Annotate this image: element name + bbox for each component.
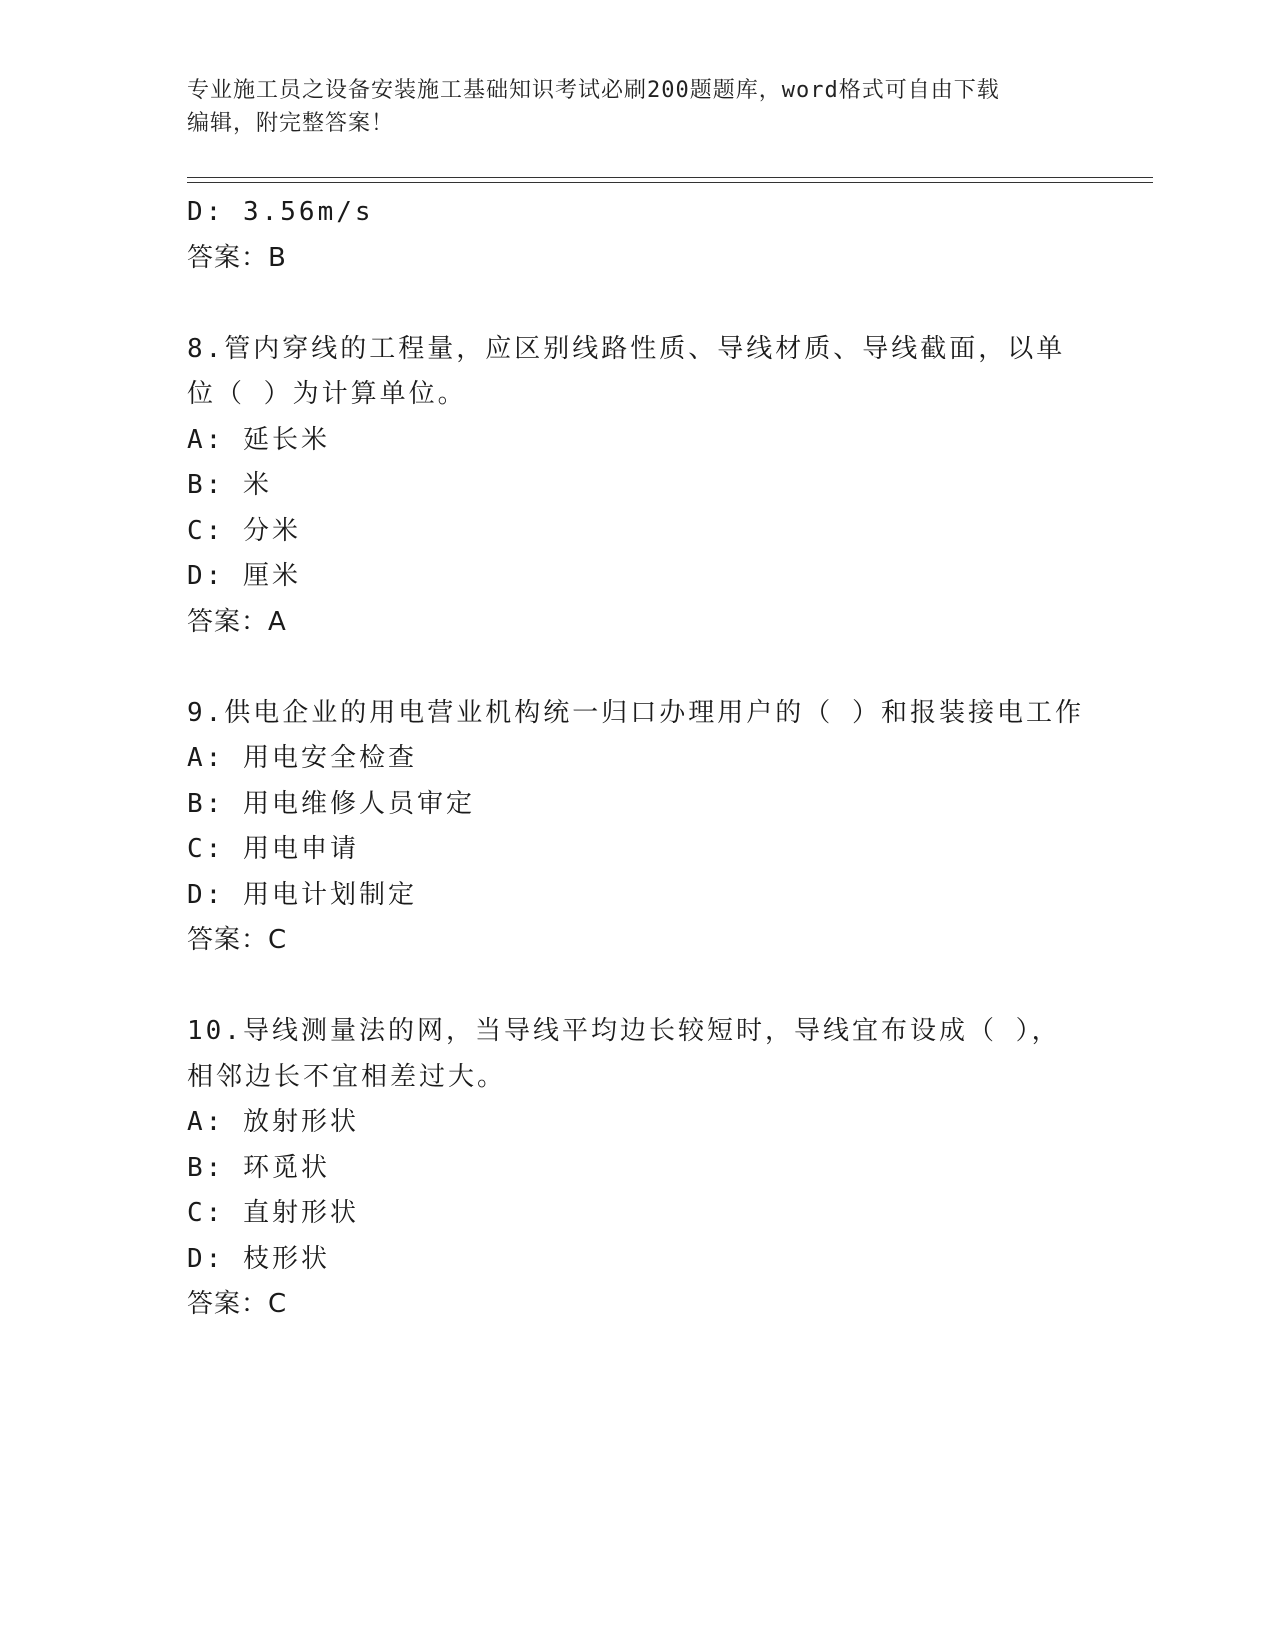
document-header	[187, 74, 1087, 140]
option-a: A: 用电安全检查	[187, 743, 417, 773]
question-stem: 9.供电企业的用电营业机构统一归口办理用户的（ ）和报装接电工作	[187, 697, 1084, 728]
option-b: B: 用电维修人员审定	[187, 788, 475, 819]
answer-line: 答案：C	[187, 925, 288, 955]
spacer	[187, 645, 1087, 691]
header-title-line-2: 编辑，附完整答案！	[187, 111, 395, 136]
question-stem: 8.管内穿线的工程量，应区别线路性质、导线材质、导线截面，以单	[187, 333, 1066, 364]
option-d: D: 枝形状	[187, 1243, 330, 1274]
question-stem-continued: 位（ ）为计算单位。	[187, 379, 467, 409]
question-8	[187, 327, 1087, 646]
question-list	[187, 190, 1087, 1328]
option-d: D: 厘米	[187, 561, 301, 591]
spacer	[187, 281, 1087, 327]
option-c: C: 分米	[187, 515, 301, 546]
option-d: D: 3.56m/s	[187, 197, 374, 227]
header-divider-top	[187, 177, 1153, 178]
header-divider-bottom	[187, 182, 1153, 183]
option-c: C: 直射形状	[187, 1198, 359, 1228]
question-9	[187, 691, 1087, 964]
question-stem-continued: 相邻边长不宜相差过大。	[187, 1061, 507, 1092]
header-title-line-1: 专业施工员之设备安装施工基础知识考试必刷200题题库，word格式可自由下载	[187, 78, 1000, 103]
answer-line: 答案：B	[187, 242, 287, 273]
previous-question-tail	[187, 190, 1087, 281]
option-d: D: 用电计划制定	[187, 879, 417, 910]
question-10	[187, 1009, 1087, 1328]
answer-line: 答案：C	[187, 1289, 288, 1319]
option-b: B: 环觅状	[187, 1152, 330, 1183]
option-c: C: 用电申请	[187, 834, 359, 864]
spacer	[187, 964, 1087, 1010]
question-stem: 10.导线测量法的网，当导线平均边长较短时，导线宜布设成（ ），	[187, 1016, 1061, 1046]
option-b: B: 米	[187, 470, 272, 500]
option-a: A: 延长米	[187, 424, 330, 455]
option-a: A: 放射形状	[187, 1107, 359, 1137]
answer-line: 答案：A	[187, 606, 287, 637]
